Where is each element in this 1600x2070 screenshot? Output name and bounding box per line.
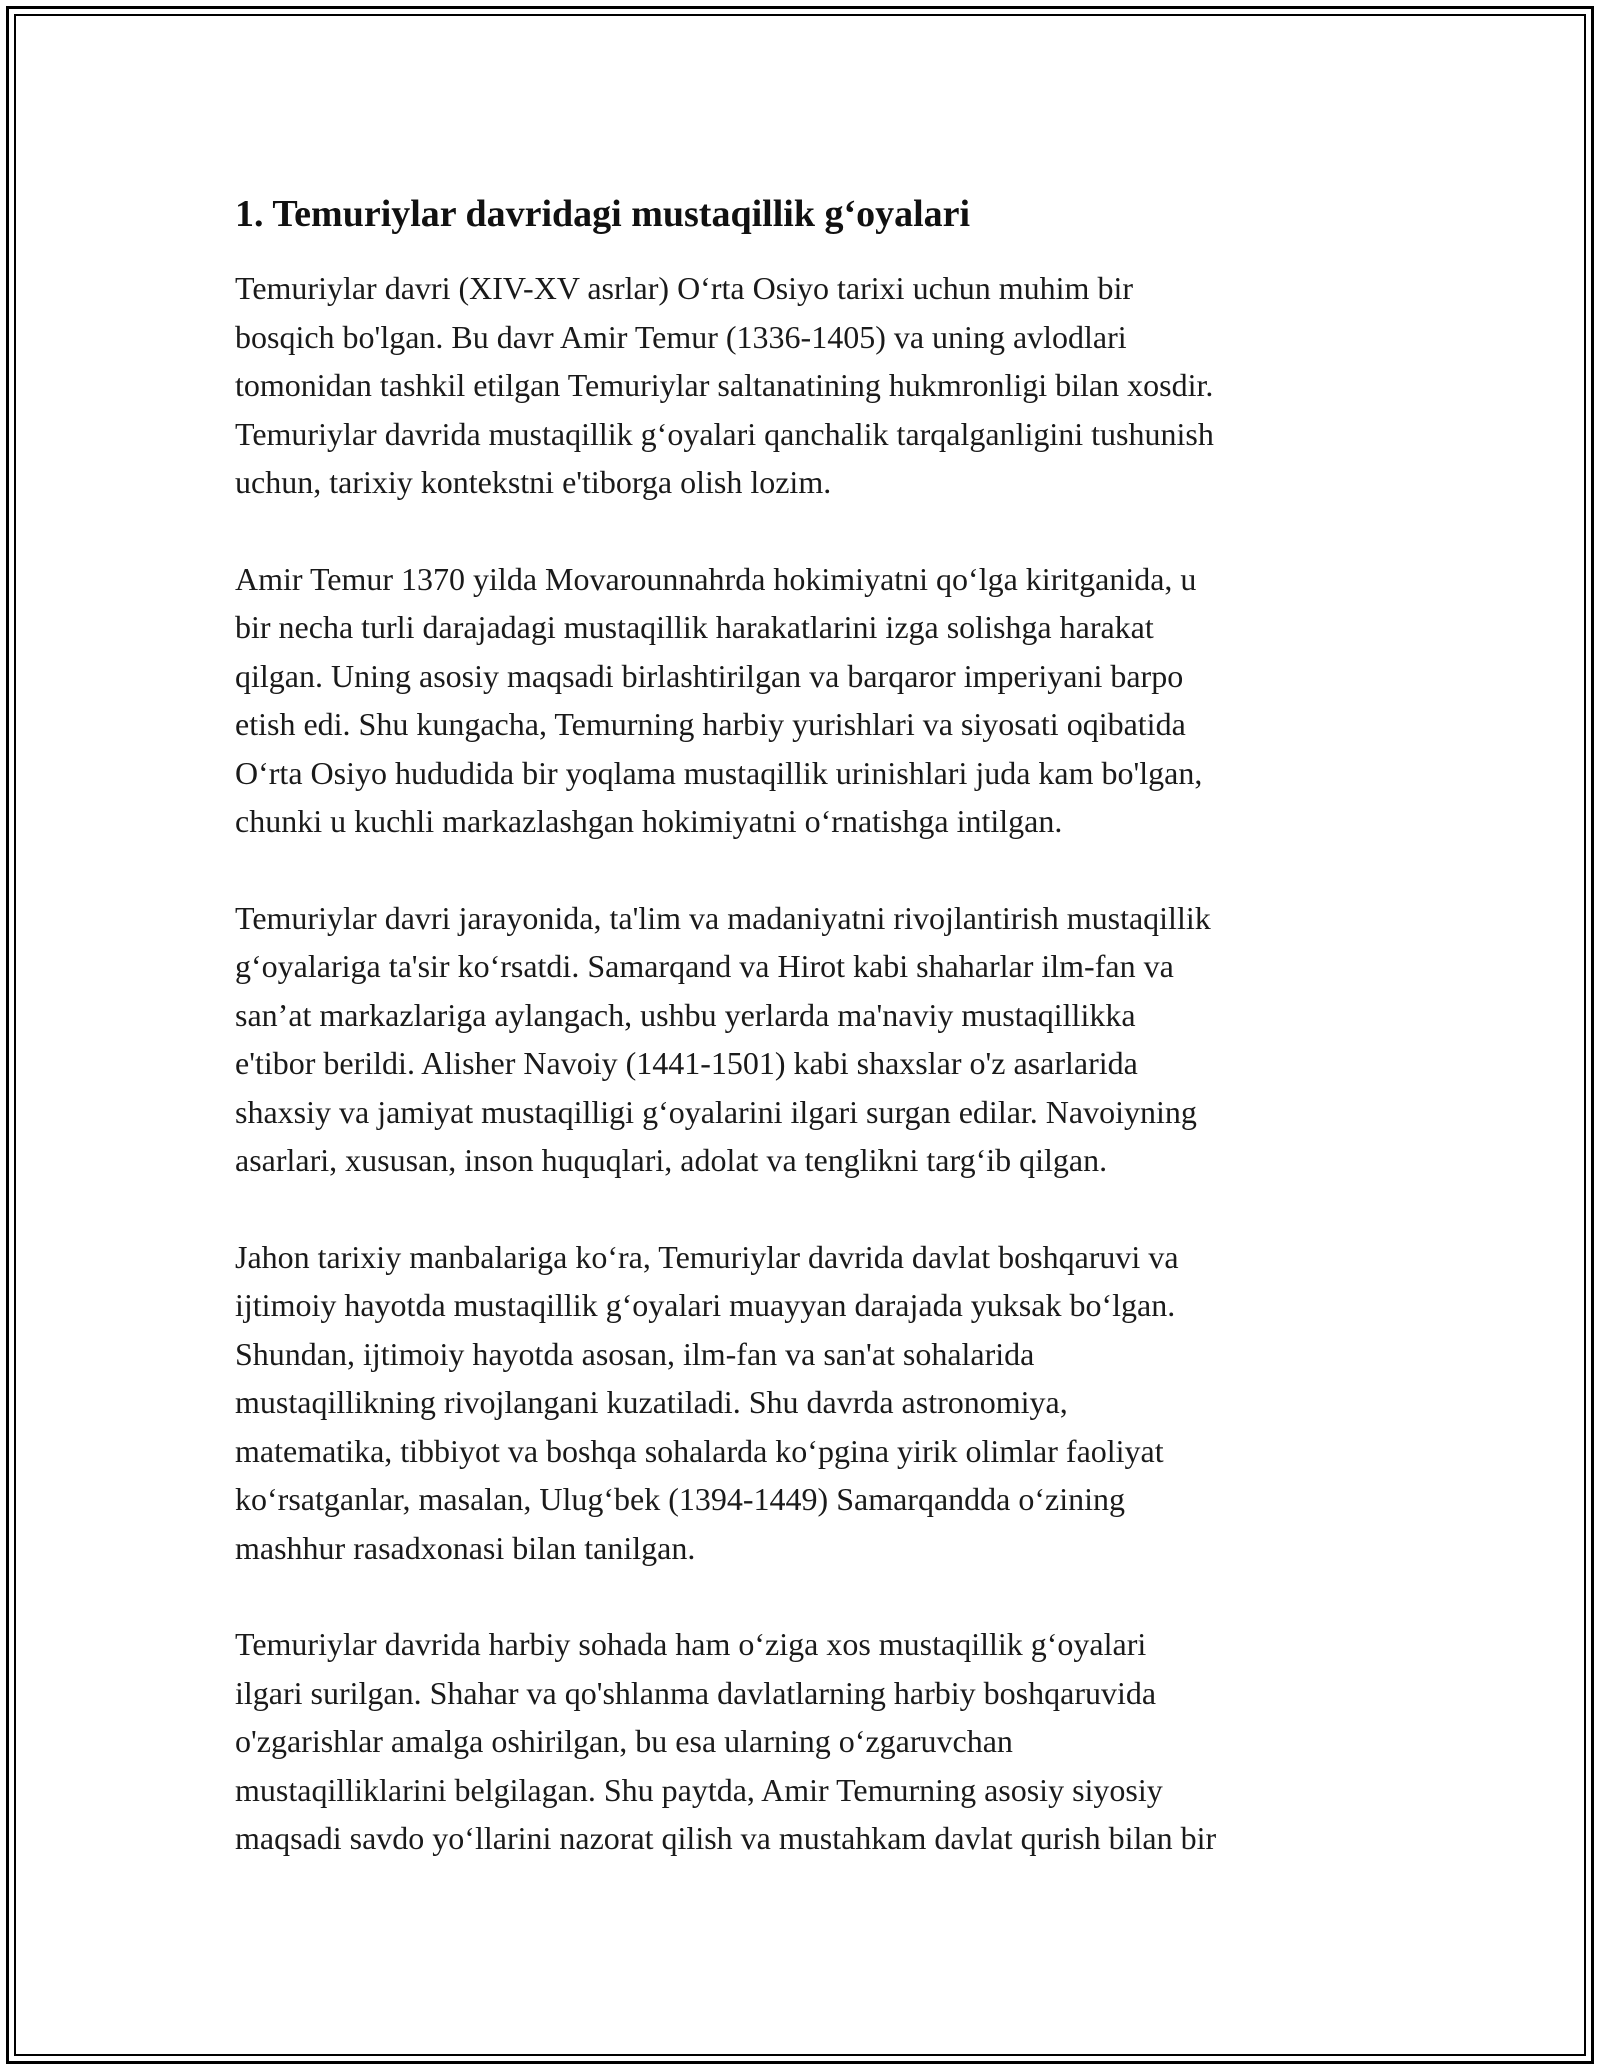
text-line: Temuriylar davri (XIV-XV asrlar) O‘rta Osiyo tarixi uchun muhim bir — [235, 270, 1133, 306]
text-line: o'zgarishlar amalga oshirilgan, bu esa ularning o‘zgaruvchan — [235, 1723, 1013, 1759]
text-line: bosqich bo'lgan. Bu davr Amir Temur (1336-1405) va uning avlodlari — [235, 318, 1127, 355]
text-line: tomonidan tashkil etilgan Temuriylar saltanatining hukmronligi bilan xosdir. — [235, 367, 1214, 403]
text-line: mustaqilliklarini belgilagan. Shu paytda, Amir Temurning asosiy siyosiy — [235, 1771, 1163, 1808]
paragraph-1 — [235, 264, 1375, 507]
paragraph-2 — [235, 555, 1375, 846]
text-line: qilgan. Uning asosiy maqsadi birlashtirilgan va barqaror imperiyani barpo — [235, 657, 1184, 694]
text-line: Temuriylar davrida mustaqillik g‘oyalari qanchalik tarqalganligini tushunish — [235, 415, 1214, 452]
paragraph-5 — [235, 1620, 1375, 1863]
text-line: g‘oyalariga ta'sir ko‘rsatdi. Samarqand va Hirot kabi shaharlar ilm-fan va — [235, 948, 1174, 984]
text-line: uchun, tarixiy kontekstni e'tiborga olish lozim. — [235, 464, 832, 500]
text-line: shaxsiy va jamiyat mustaqilligi g‘oyalarini ilgari surgan edilar. Navoiyning — [235, 1093, 1197, 1130]
text-line: Temuriylar davri jarayonida, ta'lim va madaniyatni rivojlantirish mustaqillik — [235, 899, 1211, 936]
text-line: san’at markazlariga aylangach, ushbu yerlarda ma'naviy mustaqillikka — [235, 996, 1136, 1033]
text-line: bir necha turli darajadagi mustaqillik harakatlarini izga solishga harakat — [235, 609, 1154, 645]
text-line: Amir Temur 1370 yilda Movarounnahrda hokimiyatni qo‘lga kiritganida, u — [235, 560, 1197, 597]
paragraph-3 — [235, 894, 1375, 1185]
text-line: matematika, tibbiyot va boshqa sohalarda ko‘pgina yirik olimlar faoliyat — [235, 1432, 1164, 1469]
text-line: Shundan, ijtimoiy hayotda asosan, ilm-fan va san'at sohalarida — [235, 1335, 1035, 1372]
text-line: ko‘rsatganlar, masalan, Ulug‘bek (1394-1449) Samarqandda o‘zining — [235, 1481, 1125, 1517]
text-line: Temuriylar davrida harbiy sohada ham o‘ziga xos mustaqillik g‘oyalari — [235, 1626, 1147, 1662]
text-line: mustaqillikning rivojlangani kuzatiladi. Shu davrda astronomiya, — [235, 1384, 1068, 1420]
text-line: maqsadi savdo yo‘llarini nazorat qilish va mustahkam davlat qurish bilan bir — [235, 1820, 1217, 1856]
document-body — [235, 188, 1375, 1911]
text-line: mashhur rasadxonasi bilan tanilgan. — [235, 1529, 696, 1566]
paragraph-4 — [235, 1233, 1375, 1573]
text-line: e'tibor berildi. Alisher Navoiy (1441-1501) kabi shaxslar o'z asarlarida — [235, 1045, 1138, 1081]
text-line: ilgari surilgan. Shahar va qo'shlanma davlatlarning harbiy boshqaruvida — [235, 1674, 1157, 1711]
section-heading: 1. Temuriylar davridagi mustaqillik g‘oyalari — [235, 193, 971, 235]
text-line: O‘rta Osiyo hududida bir yoqlama mustaqillik urinishlari juda kam bo'lgan, — [235, 754, 1203, 791]
text-line: chunki u kuchli markazlashgan hokimiyatni o‘rnatishga intilgan. — [235, 803, 1063, 839]
text-line: ijtimoiy hayotda mustaqillik g‘oyalari muayyan darajada yuksak bo‘lgan. — [235, 1287, 1176, 1323]
text-line: asarlari, xususan, inson huquqlari, adolat va tenglikni targ‘ib qilgan. — [235, 1142, 1108, 1178]
text-line: etish edi. Shu kungacha, Temurning harbiy yurishlari va siyosati oqibatida — [235, 706, 1186, 742]
text-line: Jahon tarixiy manbalariga ko‘ra, Temuriylar davrida davlat boshqaruvi va — [235, 1238, 1179, 1275]
